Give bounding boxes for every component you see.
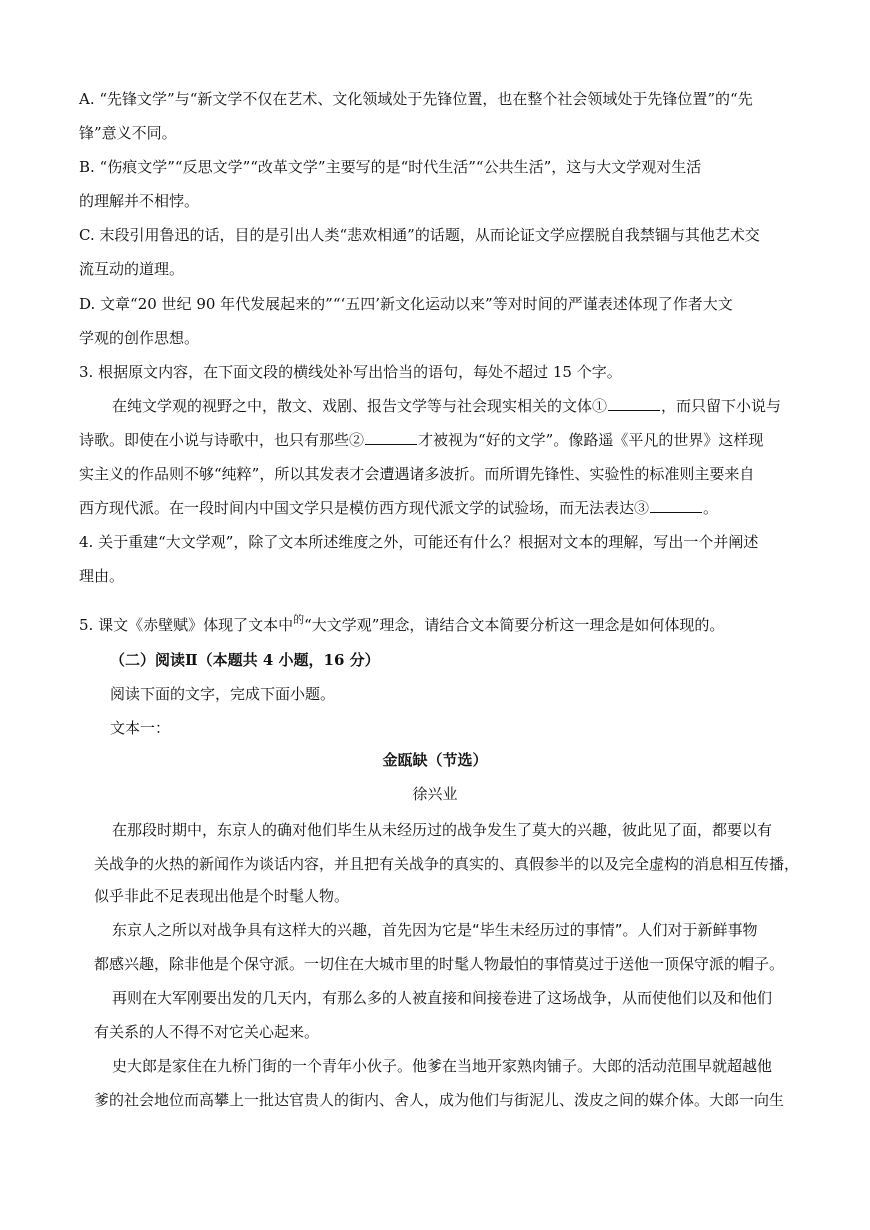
passage-p2-line-2: 都感兴趣，除非他是个保守派。一切住在大城市里的时髦人物最怕的事情莫过于送他一顶保守派的帽子。	[94, 955, 785, 973]
passage-p2-line-1: 东京人之所以对战争具有这样大的兴趣，首先因为它是“毕生未经历过的事情”。人们对于新鲜事物	[112, 921, 758, 939]
question-4-line-1: 4. 关于重建“大文学观”，除了文本所述维度之外，可能还有什么？根据对文本的理解，写出一个并阐述	[79, 533, 759, 551]
answer-blank-2[interactable]	[365, 430, 417, 445]
passage-p3-line-1: 再则在大军刚要出发的几天内，有那么多的人被直接和间接卷进了这场战争，从而使他们以及和他们	[112, 989, 773, 1007]
passage-p1-line-3: 似乎非此不足表现出他是个时髦人物。	[94, 887, 350, 905]
passage-p4-line-1: 史大郎是家住在九桥门街的一个青年小伙子。他爹在当地开家熟肉铺子。大郎的活动范围早就超越他	[112, 1057, 773, 1075]
question-3-line-2	[79, 430, 763, 450]
q3-text-1a: 在纯文学观的视野之中，散文、戏剧、报告文学等与社会现实相关的文体①	[112, 397, 608, 415]
section-2-instruction: 阅读下面的文字，完成下面小题。	[110, 685, 336, 703]
q3-text-2b: 才被视为“好的文学”。像路遥《平凡的世界》这样现	[418, 431, 764, 449]
q5-superscript: 的	[293, 613, 305, 626]
option-d-line-2: 学观的创作思想。	[79, 329, 200, 347]
option-a-line-2: 锋”意义不同。	[79, 124, 177, 142]
question-3-line-4	[79, 498, 718, 518]
question-3-line-1	[112, 396, 781, 416]
option-c-line-2: 流互动的道理。	[79, 260, 185, 278]
q5-text-a: 5. 课文《赤壁赋》体现了文本中	[79, 616, 294, 634]
passage-p3-line-2: 有关系的人不得不对它关心起来。	[94, 1023, 320, 1041]
option-a-line-1: A. “先锋文学”与“新文学不仅在艺术、文化领域处于先锋位置，也在整个社会领域处于先锋位置”的“先	[79, 90, 753, 108]
q5-text-b: “大文学观”理念，请结合文本简要分析这一理念是如何体现的。	[304, 616, 725, 634]
q3-text-2a: 诗歌。即使在小说与诗歌中，也只有那些②	[79, 431, 365, 449]
option-b-line-2: 的理解并不相悖。	[79, 192, 200, 210]
question-5	[79, 610, 724, 635]
passage-p1-line-2: 关战争的火热的新闻作为谈话内容，并且把有关战争的真实的、真假参半的以及完全虚构的消息相互传播，	[94, 855, 800, 873]
option-b-line-1: B. “伤痕文学”“反思文学”“改革文学”主要写的是“时代生活”“公共生活”，这与大文学观对生活	[79, 158, 702, 176]
passage-author: 徐兴业	[412, 785, 458, 803]
passage-p4-line-2: 爹的社会地位而高攀上一批达官贵人的街内、舍人，成为他们与街泥儿、泼皮之间的媒介体。大郎一向生	[94, 1091, 785, 1109]
q3-text-4a: 西方现代派。在一段时间内中国文学只是模仿西方现代派文学的试验场，而无法表达③	[79, 499, 650, 517]
q3-text-1b: ，而只留下小说与	[661, 397, 782, 415]
question-3-stem: 3. 根据原文内容，在下面文段的横线处补写出恰当的语句，每处不超过 15 个字。	[79, 363, 622, 381]
passage-p1-line-1: 在那段时期中，东京人的确对他们毕生从未经历过的战争发生了莫大的兴趣，彼此见了面，都要以有	[112, 821, 773, 839]
passage-title: 金瓯缺（节选）	[382, 751, 488, 769]
answer-blank-1[interactable]	[608, 396, 660, 411]
q3-text-4b: 。	[703, 499, 719, 517]
question-3-line-3: 实主义的作品则不够“纯粹”，所以其发表才会遭遇诸多波折。而所谓先锋性、实验性的标准则主要来自	[79, 465, 755, 483]
answer-blank-3[interactable]	[650, 498, 702, 513]
section-2-heading: （二）阅读Ⅱ（本题共 4 小题，16 分）	[110, 651, 380, 669]
question-4-line-2: 理由。	[79, 567, 125, 585]
option-d-line-1: D. 文章“20 世纪 90 年代发展起来的”“‘五四’新文化运动以来”等对时间的严谨表述体现了作者大文	[79, 295, 733, 313]
text-one-label: 文本一：	[110, 719, 171, 737]
option-c-line-1: C. 末段引用鲁迅的话，目的是引出人类“悲欢相通”的话题，从而论证文学应摆脱自我禁锢与其他艺术交	[79, 226, 760, 244]
